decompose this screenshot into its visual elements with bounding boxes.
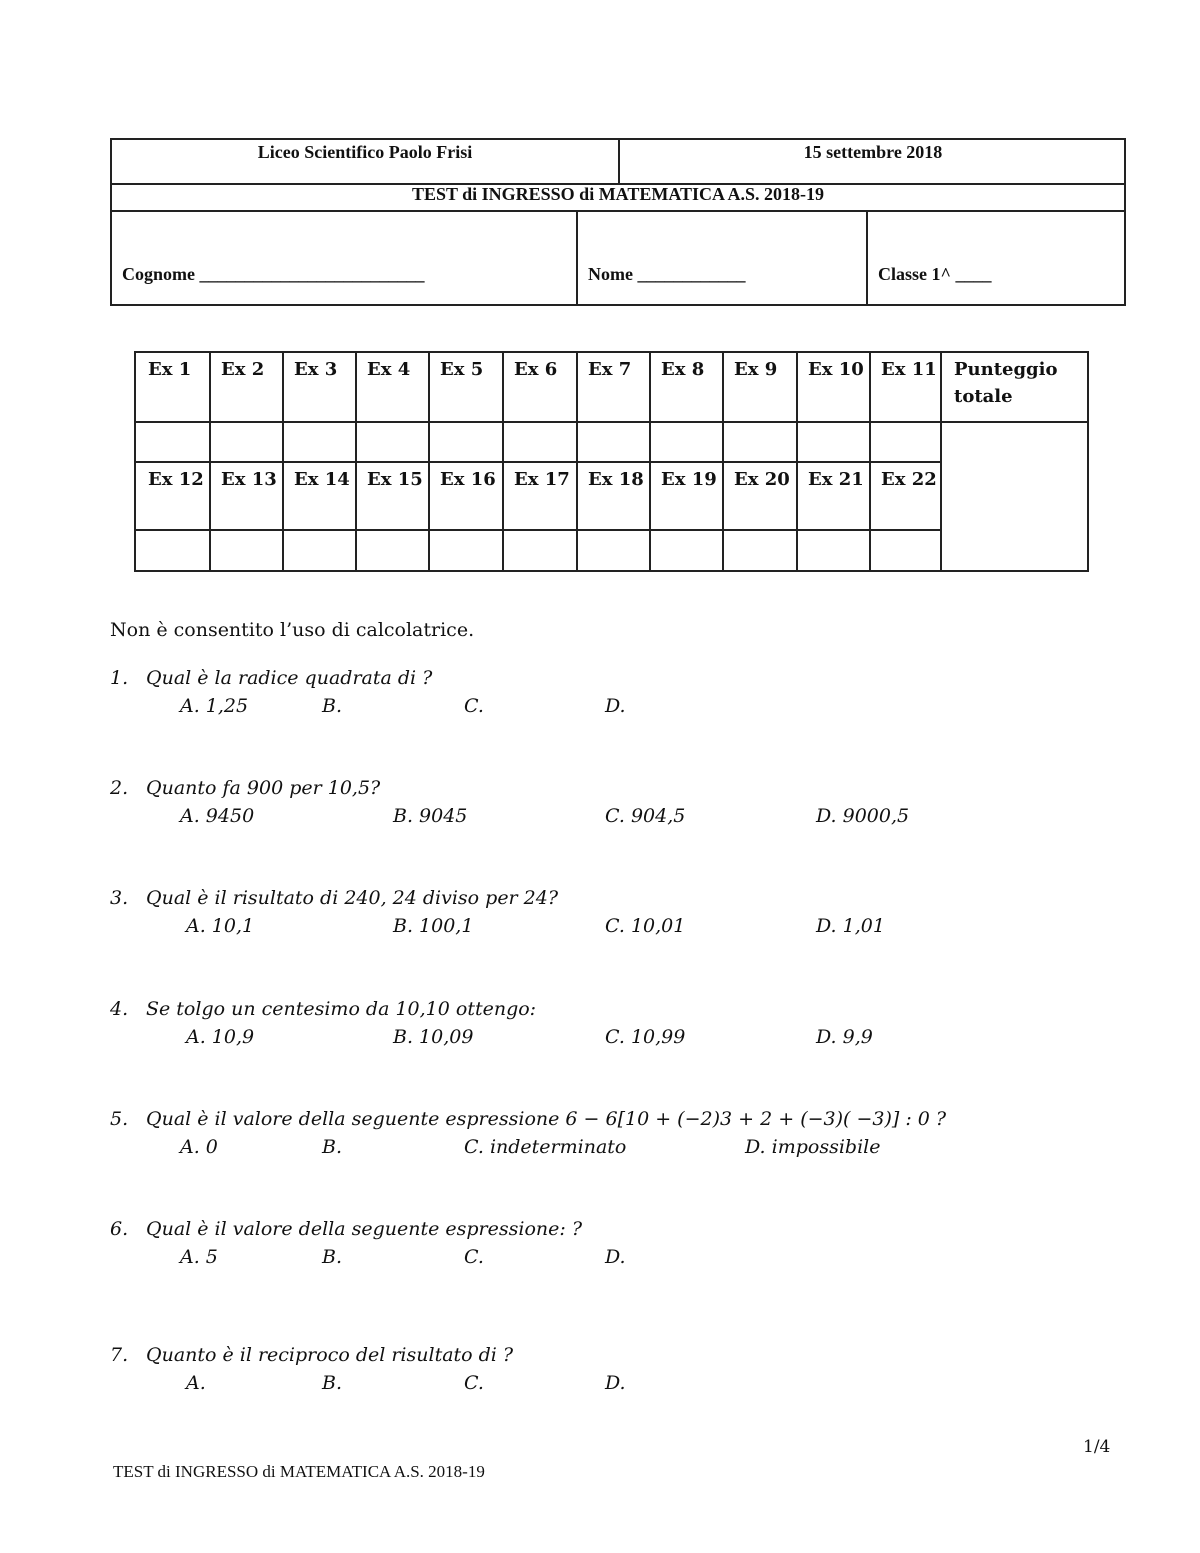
grid-divider <box>136 421 1087 423</box>
score-input-cell[interactable] <box>209 533 282 573</box>
answer-option[interactable]: B. 10,09 <box>393 1026 474 1048</box>
calculator-note: Non è consentito l’uso di calcolatrice. <box>110 619 475 641</box>
grid-divider <box>136 461 940 463</box>
score-input-cell[interactable] <box>502 533 575 573</box>
exercise-label: Ex 15 <box>367 469 423 490</box>
score-input-cell[interactable] <box>136 423 209 463</box>
surname-field[interactable]: Cognome _________________________ <box>122 264 425 284</box>
question-text: Qual è il valore della seguente espressione: ? <box>146 1218 583 1240</box>
answer-option[interactable]: D. <box>605 695 626 717</box>
school-name: Liceo Scientifico Paolo Frisi <box>257 142 473 162</box>
score-input-cell[interactable] <box>502 423 575 463</box>
answer-option[interactable]: A. 5 <box>180 1246 218 1268</box>
exercise-label: Ex 9 <box>734 359 778 380</box>
total-score-text: Punteggio totale <box>954 359 1058 407</box>
header-box <box>110 138 1126 306</box>
test-title: TEST di INGRESSO di MATEMATICA A.S. 2018-19 <box>411 184 825 204</box>
exercise-label: Ex 22 <box>881 469 937 490</box>
score-input-cell[interactable] <box>576 533 649 573</box>
answer-option[interactable]: D. impossibile <box>745 1136 881 1158</box>
question-text: Qual è la radice quadrata di ? <box>146 667 433 689</box>
answer-option[interactable]: D. 9,9 <box>816 1026 873 1048</box>
answer-option[interactable]: B. <box>322 1136 343 1158</box>
exercise-label: Ex 3 <box>294 359 338 380</box>
exercise-label: Ex 5 <box>440 359 484 380</box>
answer-option[interactable]: B. 100,1 <box>393 915 474 937</box>
exercise-label: Ex 16 <box>440 469 496 490</box>
header-row-1 <box>112 140 1124 185</box>
question-number: 6. <box>110 1218 129 1240</box>
exercise-label: Ex 2 <box>221 359 265 380</box>
score-input-cell[interactable] <box>722 423 795 463</box>
class-field[interactable]: Classe 1^ ____ <box>878 264 992 284</box>
answer-option[interactable]: A. 10,1 <box>186 915 255 937</box>
answer-option[interactable]: D. <box>605 1372 626 1394</box>
score-input-cell[interactable] <box>649 533 722 573</box>
test-date: 15 settembre 2018 <box>803 142 943 162</box>
answer-option[interactable]: A. 1,25 <box>180 695 249 717</box>
score-input-cell[interactable] <box>649 423 722 463</box>
answer-option[interactable]: C. indeterminato <box>464 1136 627 1158</box>
answer-option[interactable]: C. <box>464 1246 484 1268</box>
answer-option[interactable]: D. <box>605 1246 626 1268</box>
score-input-cell[interactable] <box>722 533 795 573</box>
answer-option[interactable]: A. 10,9 <box>186 1026 255 1048</box>
exercise-label: Ex 7 <box>588 359 632 380</box>
answer-option[interactable]: B. <box>322 695 343 717</box>
name-field[interactable]: Nome ____________ <box>588 264 746 284</box>
question-text: Qual è il valore della seguente espressione 6 − 6[10 + (−2)3 + 2 + (−3)( −3)] : 0 ? <box>146 1108 947 1130</box>
exercise-label: Ex 21 <box>808 469 864 490</box>
exercise-label: Ex 10 <box>808 359 864 380</box>
score-input-cell[interactable] <box>576 423 649 463</box>
score-grid <box>134 351 1089 572</box>
score-input-cell[interactable] <box>796 533 869 573</box>
question-number: 1. <box>110 667 129 689</box>
score-input-cell[interactable] <box>136 533 209 573</box>
exercise-label: Ex 4 <box>367 359 411 380</box>
question-number: 5. <box>110 1108 129 1130</box>
score-input-cell[interactable] <box>355 423 428 463</box>
score-input-cell[interactable] <box>428 533 501 573</box>
question-number: 4. <box>110 998 129 1020</box>
score-input-cell[interactable] <box>869 533 942 573</box>
exercise-label: Ex 20 <box>734 469 790 490</box>
score-input-cell[interactable] <box>869 423 942 463</box>
answer-option[interactable]: B. <box>322 1372 343 1394</box>
question-text: Quanto è il reciproco del risultato di ? <box>146 1344 514 1366</box>
score-input-cell[interactable] <box>282 423 355 463</box>
header-row-2 <box>112 183 1124 212</box>
exercise-label: Ex 17 <box>514 469 570 490</box>
page-number: 1/4 <box>1083 1437 1111 1457</box>
score-input-cell[interactable] <box>355 533 428 573</box>
answer-option[interactable]: D. 9000,5 <box>816 805 910 827</box>
exercise-label: Ex 19 <box>661 469 717 490</box>
exercise-label: Ex 13 <box>221 469 277 490</box>
answer-option[interactable]: C. 10,99 <box>605 1026 686 1048</box>
exercise-label: Ex 12 <box>148 469 204 490</box>
question-number: 7. <box>110 1344 129 1366</box>
exercise-label: Ex 18 <box>588 469 644 490</box>
answer-option[interactable]: C. <box>464 695 484 717</box>
question-number: 3. <box>110 887 129 909</box>
answer-option[interactable]: D. 1,01 <box>816 915 885 937</box>
answer-option[interactable]: C. 10,01 <box>605 915 686 937</box>
score-input-cell[interactable] <box>428 423 501 463</box>
answer-option[interactable]: A. <box>186 1372 206 1394</box>
question-text: Se tolgo un centesimo da 10,10 ottengo: <box>146 998 537 1020</box>
question-text: Quanto fa 900 per 10,5? <box>146 777 381 799</box>
grid-divider <box>136 529 940 531</box>
answer-option[interactable]: A. 9450 <box>180 805 255 827</box>
score-input-cell[interactable] <box>796 423 869 463</box>
exercise-label: Ex 6 <box>514 359 558 380</box>
exercise-label: Ex 14 <box>294 469 350 490</box>
answer-option[interactable]: C. <box>464 1372 484 1394</box>
answer-option[interactable]: B. 9045 <box>393 805 468 827</box>
exercise-label: Ex 8 <box>661 359 705 380</box>
answer-option[interactable]: C. 904,5 <box>605 805 686 827</box>
header-row-3 <box>112 212 1124 306</box>
score-input-cell[interactable] <box>282 533 355 573</box>
question-number: 2. <box>110 777 129 799</box>
question-text: Qual è il risultato di 240, 24 diviso per 24? <box>146 887 559 909</box>
grid-divider <box>940 353 942 570</box>
total-score-label <box>942 353 1087 410</box>
exercise-label: Ex 11 <box>881 359 937 380</box>
exercise-label: Ex 1 <box>148 359 192 380</box>
answer-option[interactable]: A. 0 <box>180 1136 218 1158</box>
score-input-cell[interactable] <box>209 423 282 463</box>
answer-option[interactable]: B. <box>322 1246 343 1268</box>
page-footer: TEST di INGRESSO di MATEMATICA A.S. 2018-19 <box>113 1462 485 1481</box>
